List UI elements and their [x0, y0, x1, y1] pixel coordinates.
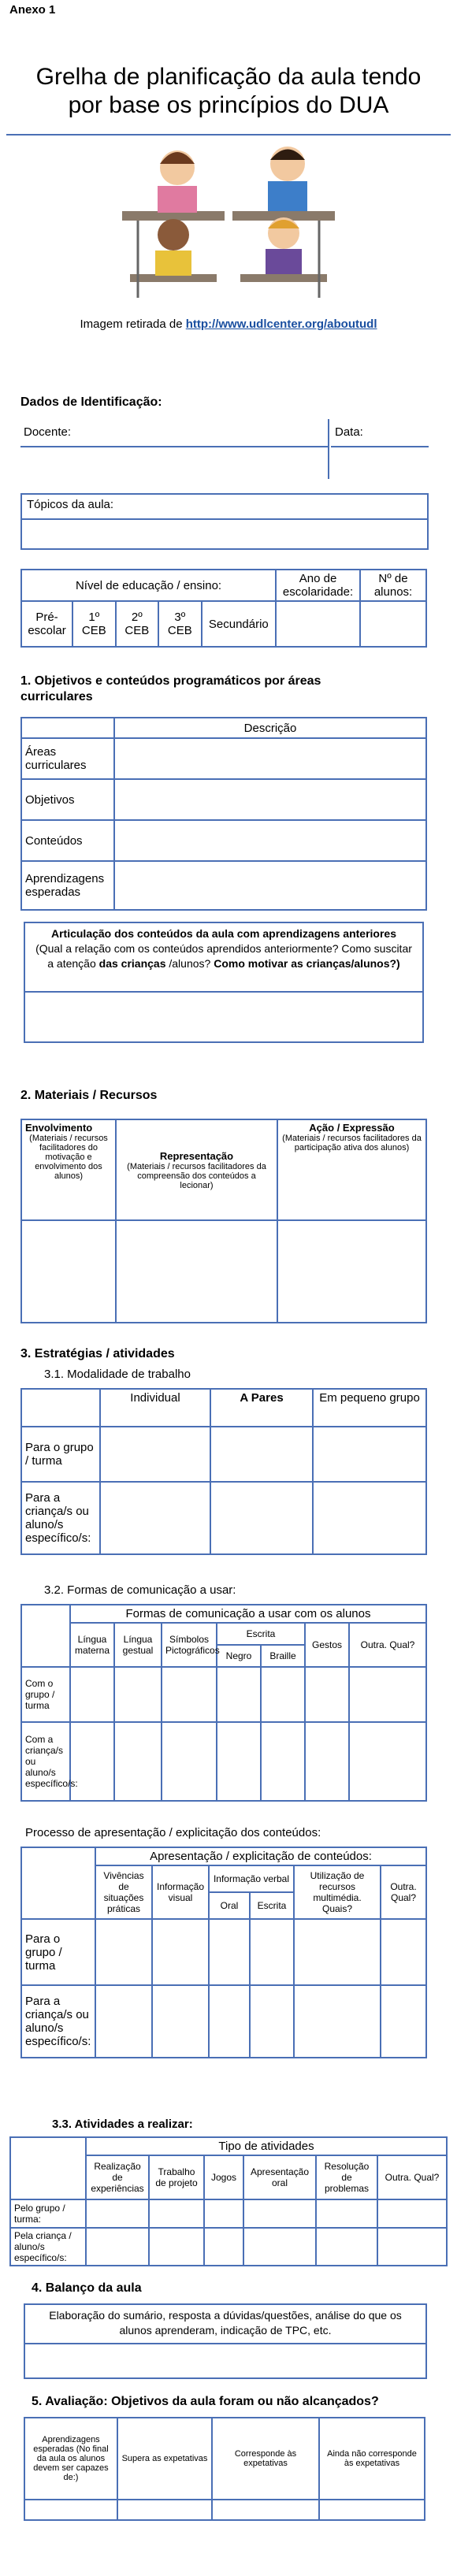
- row-conteudos: Conteúdos: [21, 820, 114, 861]
- cell[interactable]: [162, 1667, 217, 1722]
- row-objetivos: Objetivos: [21, 779, 114, 820]
- apresentacao-table: [20, 1847, 427, 2058]
- cell[interactable]: [95, 1985, 152, 2058]
- col-experiencias: Realização de experiências: [86, 2155, 149, 2199]
- s3-heading: 3. Estratégias / atividades: [20, 1347, 175, 1360]
- level-pre[interactable]: Pré-escolar: [21, 601, 72, 647]
- articulacao-title: Articulação dos conteúdos da aula com aprendizagens anteriores: [50, 927, 396, 940]
- cell[interactable]: [114, 1667, 162, 1722]
- cell[interactable]: [149, 2228, 204, 2266]
- alunos-cell[interactable]: [360, 601, 426, 647]
- col-escrita-v: Escrita: [250, 1892, 294, 1919]
- level-2ceb[interactable]: 2º CEB: [116, 601, 159, 647]
- cell[interactable]: [100, 1482, 210, 1554]
- s31-heading: 3.1. Modalidade de trabalho: [44, 1368, 191, 1381]
- objetivos-table: [20, 717, 427, 911]
- topicos-label: Tópicos da aula:: [22, 495, 427, 520]
- cell[interactable]: [294, 1919, 381, 1985]
- cell[interactable]: [100, 1427, 210, 1482]
- cell[interactable]: [152, 1985, 209, 2058]
- representacao-cell[interactable]: [116, 1220, 277, 1323]
- aprendizagens-cell[interactable]: [114, 861, 426, 910]
- col-pares: A Pares: [210, 1389, 313, 1427]
- cell[interactable]: [250, 1919, 294, 1985]
- col-info-verbal: Informação verbal: [209, 1865, 294, 1892]
- conteudos-cell[interactable]: [114, 820, 426, 861]
- row-grupo: Para o grupo / turma: [21, 1427, 100, 1482]
- acao-cell[interactable]: [277, 1220, 426, 1323]
- blank-cell: [21, 718, 114, 738]
- cell[interactable]: [70, 1667, 114, 1722]
- cell[interactable]: [209, 1985, 250, 2058]
- s5-heading: 5. Avaliação: Objetivos da aula foram ou não alcançados?: [32, 2395, 379, 2408]
- cell[interactable]: [313, 1427, 426, 1482]
- modalidade-table: [20, 1388, 427, 1555]
- col-acao: Ação / Expressão (Materiais / recursos facilitadores da participação ativa dos alunos): [277, 1119, 426, 1220]
- cell[interactable]: [95, 1919, 152, 1985]
- cell[interactable]: [316, 2199, 377, 2228]
- col-corresponde: Corresponde às expetativas: [212, 2418, 319, 2500]
- col-outra-at: Outra. Qual?: [377, 2155, 447, 2199]
- classroom-illustration: [114, 140, 343, 306]
- nivel-table: [20, 569, 427, 648]
- col-info-visual: Informação visual: [152, 1865, 209, 1919]
- row-crianca-2: Para a criança/s ou aluno/s específico/s:: [21, 1985, 95, 2058]
- balanco-text: Elaboração do sumário, resposta a dúvidas/questões, análise do que os alunos aprenderam, indicação de TPC, etc.: [25, 2305, 425, 2344]
- cell[interactable]: [377, 2199, 447, 2228]
- col-gestos: Gestos: [305, 1623, 349, 1667]
- col-pequeno-grupo: Em pequeno grupo: [313, 1389, 426, 1427]
- descricao-header: Descrição: [114, 718, 426, 738]
- col-projeto: Trabalho de projeto: [149, 2155, 204, 2199]
- row-com-grupo: Com o grupo / turma: [21, 1667, 70, 1722]
- col-representacao: Representação (Materiais / recursos facilitadores da compreensão dos conteúdos a lecionar): [116, 1119, 277, 1220]
- processo-heading: Processo de apresentação / explicitação dos conteúdos:: [25, 1826, 321, 1839]
- cell[interactable]: [381, 1919, 426, 1985]
- nivel-header: Nível de educação / ensino:: [21, 570, 276, 601]
- s33-heading: 3.3. Atividades a realizar:: [52, 2118, 193, 2131]
- cell[interactable]: [114, 1722, 162, 1801]
- row-crianca: Para a criança/s ou aluno/s específico/s:: [21, 1482, 100, 1554]
- cell[interactable]: [149, 2199, 204, 2228]
- row-grupo-2: Para o grupo / turma: [21, 1919, 95, 1985]
- s1-heading: 1. Objetivos e conteúdos programáticos por áreas curriculares: [20, 674, 321, 703]
- col-simbolos: Símbolos Pictográficos: [162, 1623, 217, 1667]
- objetivos-cell[interactable]: [114, 779, 426, 820]
- cell[interactable]: [86, 2228, 149, 2266]
- cell[interactable]: [316, 2228, 377, 2266]
- s4-heading: 4. Balanço da aula: [32, 2281, 142, 2295]
- cell[interactable]: [261, 1722, 305, 1801]
- cell[interactable]: [377, 2228, 447, 2266]
- row-pela-crianca: Pela criança / aluno/s específico/s:: [10, 2228, 86, 2266]
- cell[interactable]: [313, 1482, 426, 1554]
- cell[interactable]: [212, 2500, 319, 2520]
- image-caption: Imagem retirada de http://www.udlcenter.org/aboutudl: [80, 317, 377, 331]
- cell[interactable]: [243, 2228, 316, 2266]
- topicos-box[interactable]: [20, 493, 429, 550]
- col-envolvimento: Envolvimento (Materiais / recursos facilitadores do motivação e envolvimento dos alunos): [21, 1119, 116, 1220]
- col-outra: Outra. Qual?: [349, 1623, 426, 1667]
- atividades-top: Tipo de atividades: [86, 2137, 447, 2155]
- cell[interactable]: [209, 1919, 250, 1985]
- col-aprendizagens-esperadas: Aprendizagens esperadas (No final da aula os alunos devem ser capazes de:): [24, 2418, 117, 2500]
- level-1ceb[interactable]: 1º CEB: [72, 601, 116, 647]
- col-jogos: Jogos: [204, 2155, 243, 2199]
- cell[interactable]: [243, 2199, 316, 2228]
- col-problemas: Resolução de problemas: [316, 2155, 377, 2199]
- envolvimento-cell[interactable]: [21, 1220, 116, 1323]
- avaliacao-table: [24, 2417, 425, 2521]
- col-lingua-gestual: Língua gestual: [114, 1623, 162, 1667]
- row-areas: Áreas curriculares: [21, 738, 114, 779]
- cell[interactable]: [117, 2500, 212, 2520]
- comunicacao-table: [20, 1604, 427, 1802]
- cell[interactable]: [70, 1722, 114, 1801]
- ano-cell[interactable]: [276, 601, 360, 647]
- page-title: Grelha de planificação da aula tendo por base os princípios do DUA: [35, 64, 422, 118]
- col-outra-qual: Outra. Qual?: [381, 1865, 426, 1919]
- cell[interactable]: [204, 2199, 243, 2228]
- cell[interactable]: [305, 1667, 349, 1722]
- alunos-header: Nº de alunos:: [360, 570, 426, 601]
- col-escrita: Escrita: [217, 1623, 305, 1645]
- s32-heading: 3.2. Formas de comunicação a usar:: [44, 1583, 236, 1597]
- id-heading: Dados de Identificação:: [20, 395, 162, 409]
- col-multimedia: Utilização de recursos multimédia. Quais?: [294, 1865, 381, 1919]
- col-apresentacao-oral: Apresentação oral: [243, 2155, 316, 2199]
- row-aprendizagens: Aprendizagens esperadas: [21, 861, 114, 910]
- materiais-table: [20, 1119, 427, 1323]
- ano-header: Ano de escolaridade:: [276, 570, 360, 601]
- level-sec[interactable]: Secundário: [202, 601, 276, 647]
- cell[interactable]: [204, 2228, 243, 2266]
- data-label: Data:: [335, 425, 363, 439]
- cell[interactable]: [349, 1722, 426, 1801]
- comunicacao-top: Formas de comunicação a usar com os alunos: [70, 1605, 426, 1623]
- col-individual: Individual: [100, 1389, 210, 1427]
- level-3ceb[interactable]: 3º CEB: [158, 601, 202, 647]
- cell[interactable]: [381, 1985, 426, 2058]
- col-vivencias: Vivências de situações práticas: [95, 1865, 152, 1919]
- atividades-table: [9, 2136, 448, 2266]
- cell[interactable]: [152, 1919, 209, 1985]
- cell[interactable]: [319, 2500, 425, 2520]
- col-negro: Negro: [217, 1645, 261, 1667]
- udl-link[interactable]: http://www.udlcenter.org/aboutudl: [185, 317, 377, 331]
- cell[interactable]: [217, 1722, 261, 1801]
- cell[interactable]: [261, 1667, 305, 1722]
- col-oral: Oral: [209, 1892, 250, 1919]
- areas-cell[interactable]: [114, 738, 426, 779]
- col-supera: Supera as expetativas: [117, 2418, 212, 2500]
- balanco-box[interactable]: [24, 2303, 427, 2379]
- cell[interactable]: [349, 1667, 426, 1722]
- cell[interactable]: [217, 1667, 261, 1722]
- cell[interactable]: [162, 1722, 217, 1801]
- cell[interactable]: [305, 1722, 349, 1801]
- cell[interactable]: [210, 1427, 313, 1482]
- cell[interactable]: [86, 2199, 149, 2228]
- row-com-crianca: Com a criança/s ou aluno/s específico/s:: [21, 1722, 70, 1801]
- s2-heading: 2. Materiais / Recursos: [20, 1089, 158, 1102]
- cell[interactable]: [24, 2500, 117, 2520]
- col-lingua-materna: Língua materna: [70, 1623, 114, 1667]
- docente-label: Docente:: [24, 425, 72, 439]
- row-pelo-grupo: Pelo grupo / turma:: [10, 2199, 86, 2228]
- cell[interactable]: [250, 1985, 294, 2058]
- apresentacao-top: Apresentação / explicitação de conteúdos:: [95, 1847, 426, 1865]
- cell[interactable]: [294, 1985, 381, 2058]
- cell[interactable]: [210, 1482, 313, 1554]
- col-braille: Braille: [261, 1645, 305, 1667]
- articulacao-box: Articulação dos conteúdos da aula com aprendizagens anteriores (Qual a relação com os conteúdos aprendidos anteriormente? Como suscitar a atenção das crianças /alunos? Como motivar as crianças/alunos?): [24, 922, 424, 1043]
- col-ainda-nao: Ainda não corresponde às expetativas: [319, 2418, 425, 2500]
- annex-label: Anexo 1: [9, 3, 56, 17]
